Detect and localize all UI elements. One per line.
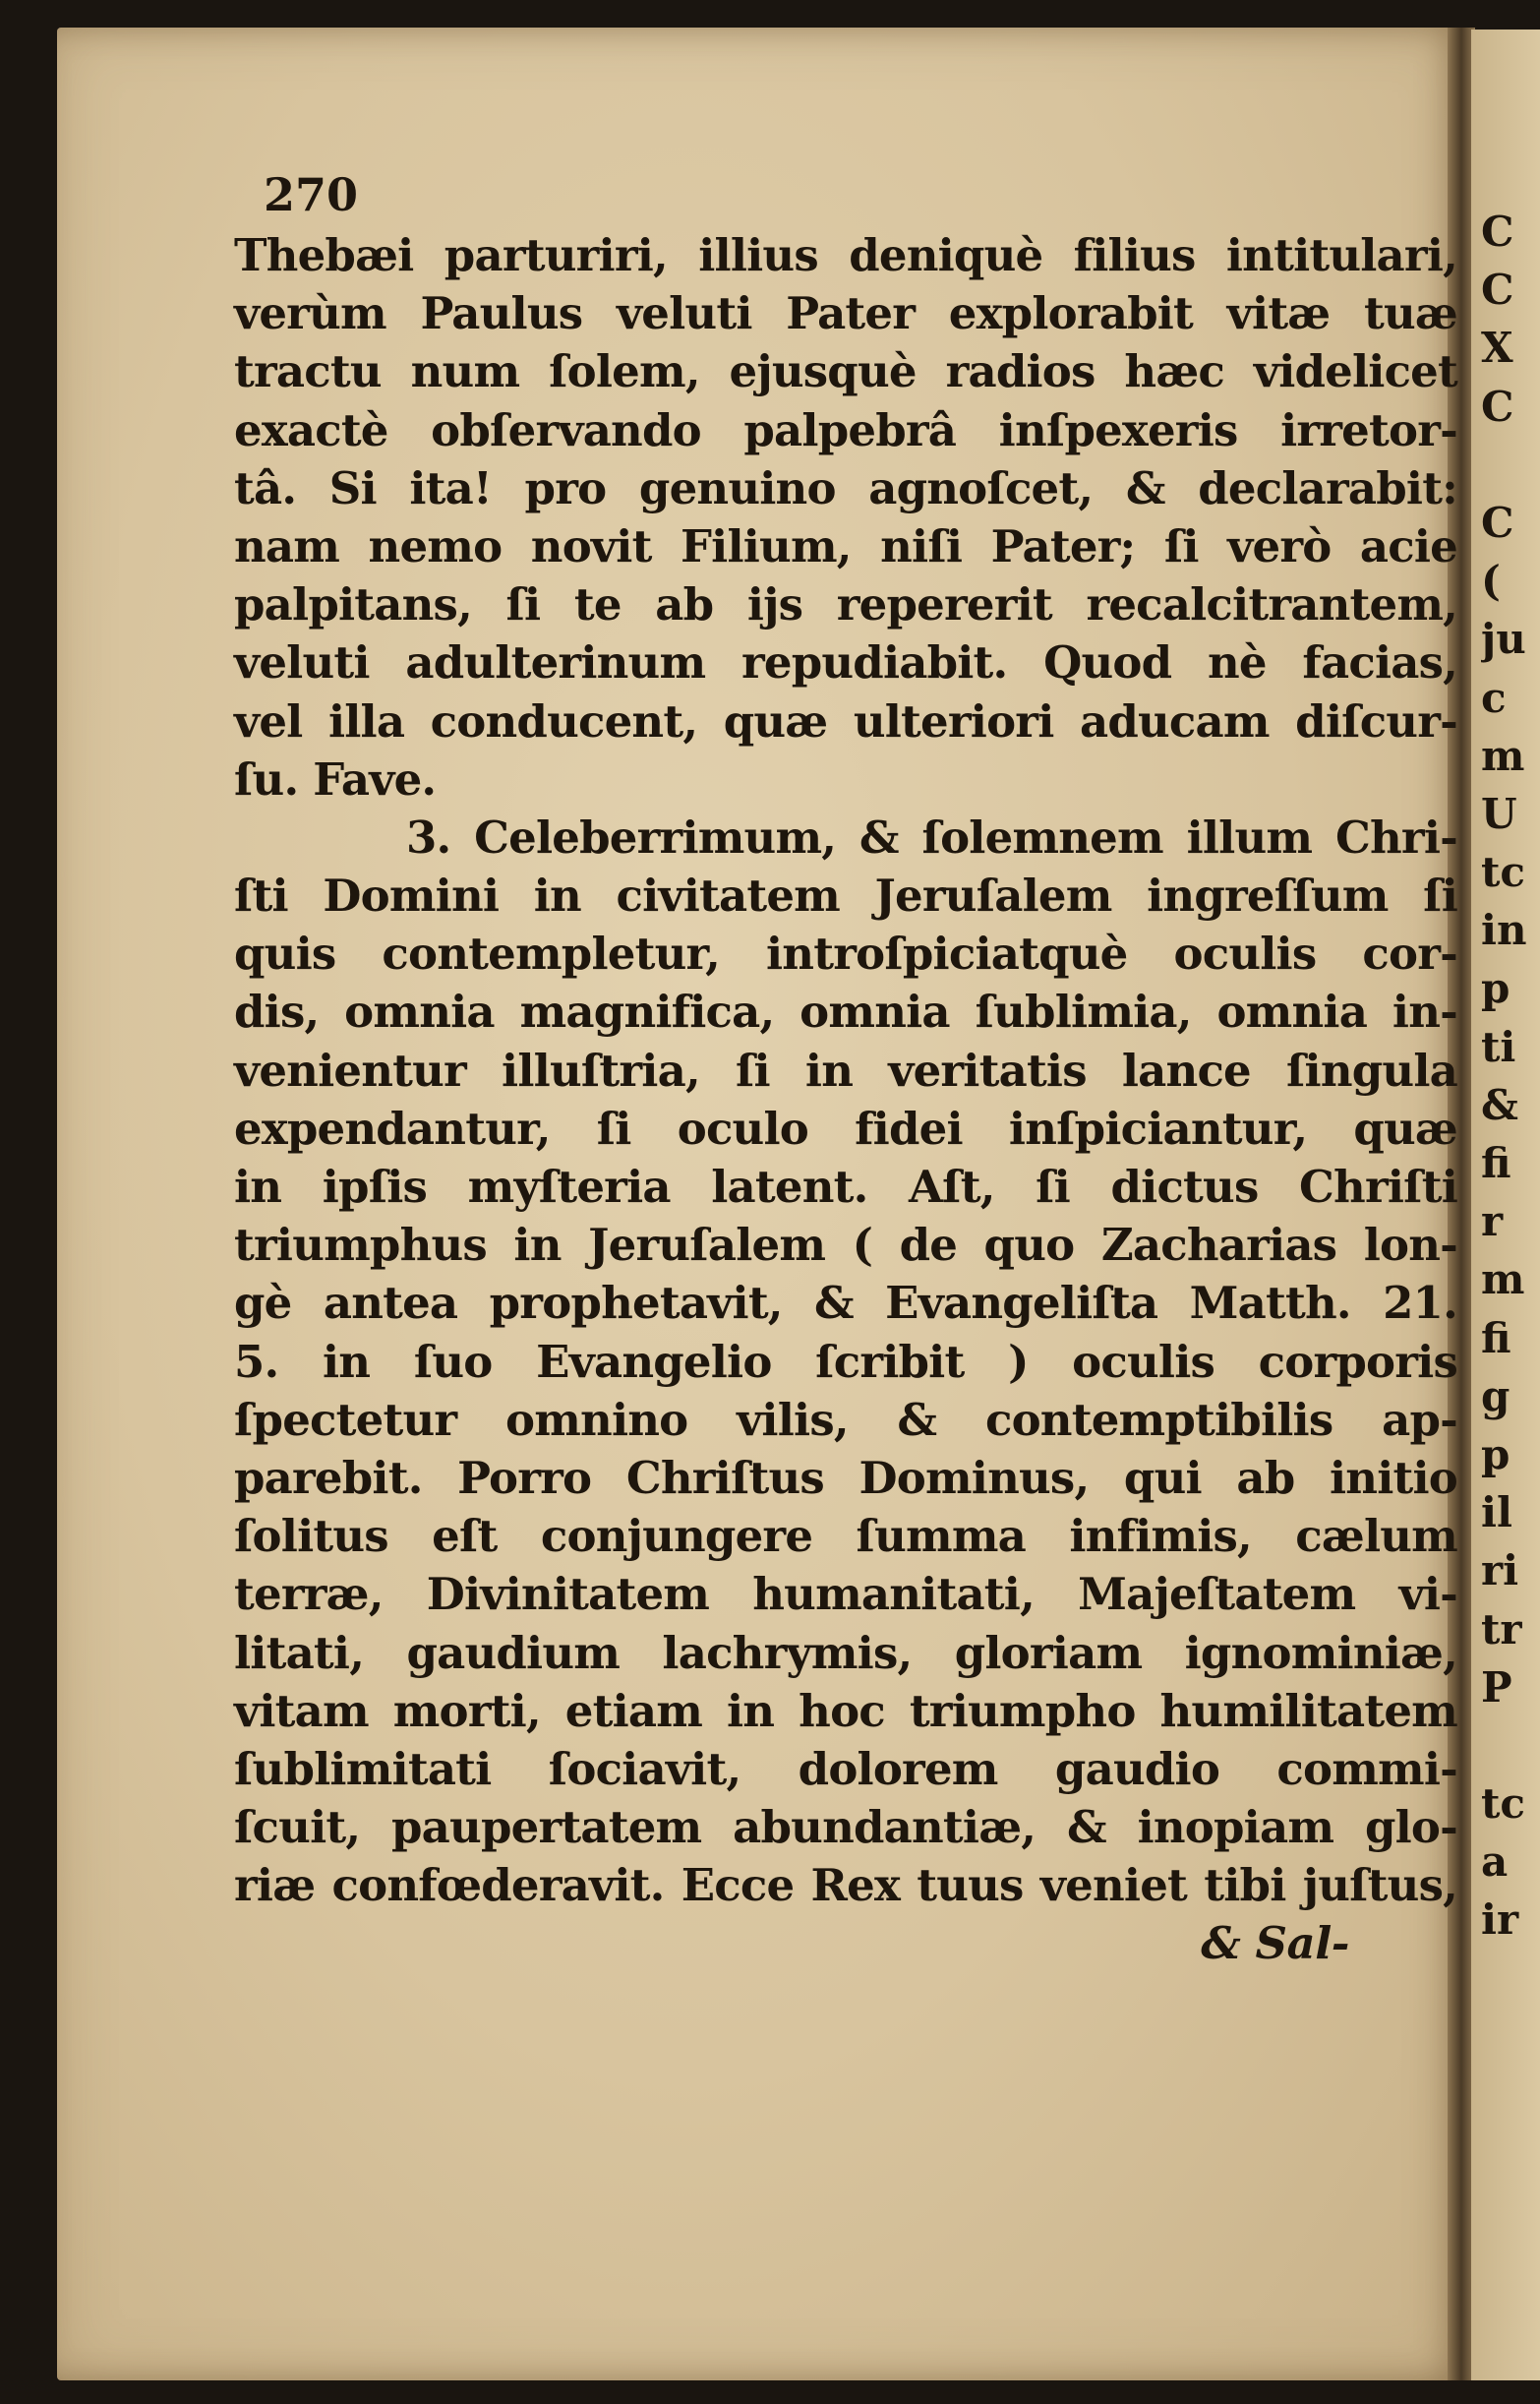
text-line: riæ confœderavit. Ecce Rex tuus veniet tibi juſtus, bbox=[234, 1859, 1457, 1912]
fragment: ju bbox=[1481, 615, 1526, 664]
text-line: tractu num ſolem, ejusquè radios hæc videlicet bbox=[234, 345, 1457, 398]
facing-page-fragments bbox=[1481, 203, 1540, 1950]
fragment: m bbox=[1481, 731, 1525, 780]
fragment: ir bbox=[1481, 1895, 1519, 1945]
text-line: ſcuit, paupertatem abundantiæ, & inopiam glo- bbox=[234, 1801, 1457, 1854]
text-line: venientur illuſtria, ſi in veritatis lance ſingula bbox=[234, 1044, 1457, 1097]
page-text-block bbox=[234, 165, 1457, 1973]
fragment: g bbox=[1481, 1371, 1510, 1420]
text-line: quis contempletur, introſpiciatquè oculis cor- bbox=[234, 928, 1457, 981]
fragment: C bbox=[1481, 266, 1514, 315]
paragraph-start-line: 3. Celeberrimum, & ſolemnem illum Chri- bbox=[406, 811, 1457, 864]
fragment: tr bbox=[1481, 1604, 1522, 1653]
text-line: Thebæi parturiri, illius deniquè filius intitulari, bbox=[234, 229, 1457, 281]
text-line: tâ. Si ita! pro genuino agnoſcet, & declarabit: bbox=[234, 461, 1457, 514]
fragment bbox=[1481, 436, 1540, 494]
fragment: tc bbox=[1481, 1779, 1525, 1829]
page-number: 270 bbox=[264, 168, 359, 221]
fragment: fi bbox=[1481, 1313, 1511, 1362]
text-line: ſolitus eſt conjungere ſumma infimis, cælum bbox=[234, 1510, 1457, 1563]
text-line: expendantur, ſi oculo fidei inſpiciantur, quæ bbox=[234, 1102, 1457, 1155]
text-line: dis, omnia magnifica, omnia ſublimia, omnia in- bbox=[234, 986, 1457, 1039]
fragment: m bbox=[1481, 1255, 1525, 1304]
fragment: ti bbox=[1481, 1022, 1516, 1071]
text-line: nam nemo novit Filium, niſi Pater; ſi verò acie bbox=[234, 519, 1457, 572]
text-line: in ipſis myſteria latent. Aſt, ſi dictus Chriſti bbox=[234, 1161, 1457, 1213]
text-line: ſti Domini in civitatem Jeruſalem ingreſſum ſi bbox=[234, 870, 1457, 923]
fragment: P bbox=[1481, 1662, 1512, 1712]
fragment: fi bbox=[1481, 1139, 1511, 1187]
fragment: c bbox=[1481, 673, 1507, 722]
text-line: veluti adulterinum repudiabit. Quod nè facias, bbox=[234, 636, 1457, 690]
fragment: & bbox=[1481, 1080, 1518, 1129]
text-line: exactè obſervando palpebrâ inſpexeris irretor- bbox=[234, 403, 1457, 456]
fragment: X bbox=[1481, 324, 1513, 373]
catchword: & Sal- bbox=[1201, 1917, 1349, 1970]
fragment bbox=[1481, 1716, 1540, 1774]
fragment: C bbox=[1481, 498, 1514, 547]
text-line: 5. in ſuo Evangelio ſcribit ) oculis corporis bbox=[234, 1335, 1457, 1388]
text-line: triumphus in Jeruſalem ( de quo Zacharias lon- bbox=[234, 1219, 1457, 1272]
text-line: parebit. Porro Chriſtus Dominus, qui ab initio bbox=[234, 1451, 1457, 1504]
text-line: ſu. Fave. bbox=[234, 752, 437, 806]
fragment: in bbox=[1481, 906, 1527, 955]
fragment: il bbox=[1481, 1488, 1512, 1537]
text-line: palpitans, ſi te ab ijs repererit recalcitrantem, bbox=[234, 578, 1457, 631]
fragment: ri bbox=[1481, 1546, 1519, 1595]
fragment: a bbox=[1481, 1837, 1509, 1887]
fragment: C bbox=[1481, 382, 1514, 431]
text-line: verùm Paulus veluti Pater explorabit vitæ tuæ bbox=[234, 287, 1457, 340]
fragment: C bbox=[1481, 208, 1514, 256]
fragment: ( bbox=[1481, 557, 1501, 606]
fragment: U bbox=[1481, 789, 1517, 838]
text-line: litati, gaudium lachrymis, gloriam ignominiæ, bbox=[234, 1626, 1457, 1679]
text-line: ſublimitati ſociavit, dolorem gaudio commi- bbox=[234, 1742, 1457, 1795]
text-line: vitam morti, etiam in hoc triumpho humilitatem bbox=[234, 1684, 1457, 1737]
text-line: terræ, Divinitatem humanitati, Majeſtatem vi- bbox=[234, 1568, 1457, 1621]
fragment: r bbox=[1481, 1197, 1504, 1246]
text-line: vel illa conducent, quæ ulteriori aducam diſcur- bbox=[234, 694, 1457, 748]
text-line: gè antea prophetavit, & Evangeliſta Matth. 21. bbox=[234, 1277, 1457, 1330]
fragment: p bbox=[1481, 964, 1510, 1013]
text-line: ſpectetur omnino vilis, & contemptibilis ap- bbox=[234, 1393, 1457, 1446]
fragment: p bbox=[1481, 1429, 1510, 1478]
fragment: tc bbox=[1481, 848, 1525, 897]
